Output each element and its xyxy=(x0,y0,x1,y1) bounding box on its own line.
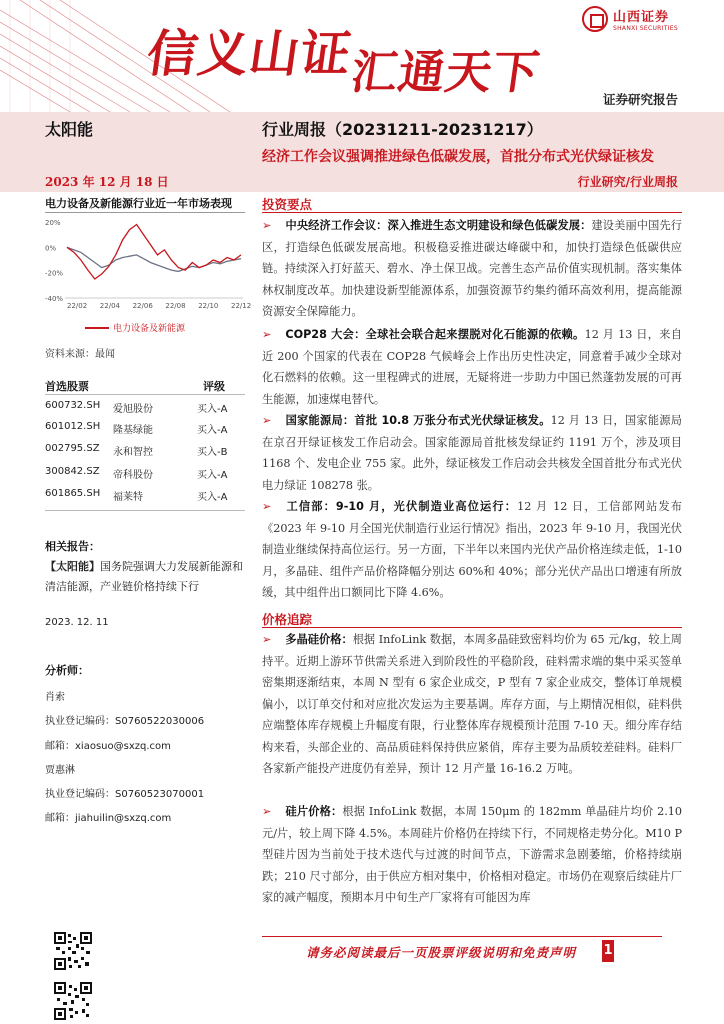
divider xyxy=(45,510,245,511)
logo-icon xyxy=(582,6,608,32)
chart-title: 电力设备及新能源行业近一年市场表现 xyxy=(45,197,232,210)
analyst-license: 执业登记编码：S0760523070001 xyxy=(45,789,205,800)
point-title: COP28 大会：全球社会联合起来摆脱对化石能源的依赖。 xyxy=(285,328,585,341)
legend-label: 电力设备及新能源 xyxy=(113,324,186,334)
stock-row xyxy=(45,421,245,437)
divider xyxy=(45,212,245,213)
stock-rating: 买入-A xyxy=(197,470,228,481)
point-wafer xyxy=(262,801,682,909)
point-title: 多晶硅价格： xyxy=(285,633,353,646)
stock-name: 福莱特 xyxy=(113,492,143,503)
slogan-part2: 汇通天下 xyxy=(347,45,544,99)
section-heading-investment: 投资要点 xyxy=(262,197,313,212)
point-polysilicon xyxy=(262,629,682,780)
divider xyxy=(45,394,245,395)
arrow-bullet-icon: ➢ xyxy=(262,219,272,232)
point-text: 12 月 13 日，来自近 200 个国家的代表在 COP28 气候峰会上作出历史性决定，同意着手减少全球对化石燃料的依赖。这一里程碑式的进展，无疑将进一步助力中国已然蓬勃发展的可再生能源，加速煤电替代。 xyxy=(262,328,682,406)
section-rule xyxy=(262,627,682,628)
analyst-license: 执业登记编码：S0760522030006 xyxy=(45,716,205,727)
footer-disclaimer[interactable]: 请务必阅读最后一页股票评级说明和免责声明 xyxy=(306,945,577,960)
stock-name: 爱旭股份 xyxy=(113,404,153,415)
point-text: 根据 InfoLink 数据，本周 150μm 的 182mm 单晶硅片均价 2.10 元/片，较上周下降 4.5%。本周硅片价格仍在持续下行，不同规格走势分化。M10 P 型硅片因为当前处于技术迭代与过渡的时间节点，下游需求急剧萎缩，价格持续崩跌；210 尺寸部分，由于供应方相对集中，价格相对稳定。市场仍在观察后续硅片厂家的减产幅度，预期本月中旬生产厂家将有可能因为库 xyxy=(262,805,682,904)
x-tick-label: 22/12 xyxy=(231,302,252,310)
header-banner xyxy=(0,0,724,112)
slogan-part1: 信义山证 xyxy=(143,24,356,83)
point-cop28 xyxy=(262,324,682,410)
qr-code-icon xyxy=(54,982,92,1020)
stock-code: 600732.SH xyxy=(45,400,101,411)
arrow-bullet-icon: ➢ xyxy=(262,500,272,513)
x-tick-label: 22/08 xyxy=(165,302,186,310)
footer-rule xyxy=(262,936,662,937)
series-line-main xyxy=(67,225,241,280)
sector-label: 太阳能 xyxy=(45,120,94,139)
x-tick-label: 22/10 xyxy=(198,302,219,310)
section-rule xyxy=(262,212,682,213)
stock-row xyxy=(45,400,245,416)
stock-row xyxy=(45,488,245,504)
stock-rating: 买入-B xyxy=(197,447,228,458)
analyst-heading: 分析师： xyxy=(45,664,89,677)
report-category: 行业研究/行业周报 xyxy=(577,175,678,189)
related-report-tag: 【太阳能】 xyxy=(45,560,100,573)
point-text: 根据 InfoLink 数据，本周多晶硅致密料均价为 65 元/kg，较上周持平。近期上游环节供需关系进入到阶段性的平稳阶段，硅料需求端的集中采买签单密集期逐渐结束，本周 N 型有 6 家企业成交，P 型有 7 家企业成交，整体订单规模偏小，以订单交付和对应批次发运为主要基调。库存方面，与上期情况相似，硅料供应端整体库存规模上升幅度有限，行业整体库存规模预计范围 7-10 天。细分库存结构来看，头部企业的、高品质硅料保持供应紧俏，库存主要为品质较差硅料。硅料厂各家新产能投产进度仍有差异，预计 12 月产量 16-16.2 万吨。 xyxy=(262,633,682,775)
stocks-header xyxy=(45,378,245,394)
related-report-date: 2023. 12. 11 xyxy=(45,617,109,628)
point-text: 建设美丽中国先行区，打造绿色低碳发展高地。积极稳妥推进碳达峰碳中和，加快打造绿色低碳供应链。持续深入打好蓝天、碧水、净土保卫战。完善生态产品价值实现机制。落实集体林权制度改革。加快建设新型能源体系，加强资源节约集约循环高效利用，提高能源资源安全保障能力。 xyxy=(262,219,682,318)
point-text: 12 月 12 日，工信部网站发布《2023 年 9-10 月全国光伏制造行业运行情况》指出，2023 年 9-10 月，我国光伏制造业继续保持高位运行。另一方面，下半年以来国内光伏产品价格连续走低，1-10 月，多晶硅、组件产品价格降幅分别达 60%和 40%；部分光伏产品出口增速有所放缓，其中组件出口额同比下降 4.6%。 xyxy=(262,500,682,599)
arrow-bullet-icon: ➢ xyxy=(262,414,272,427)
point-nea xyxy=(262,410,682,496)
analyst-name: 肖索 xyxy=(45,692,65,703)
stock-rating: 买入-A xyxy=(197,425,228,436)
stock-code: 002795.SZ xyxy=(45,443,100,454)
stock-name: 隆基绿能 xyxy=(113,425,153,436)
logo-en: SHANXI SECURITIES xyxy=(613,25,678,32)
headline: 经济工作会议强调推进绿色低碳发展，首批分布式光伏绿证核发 xyxy=(262,149,654,165)
y-tick-label: -40% xyxy=(45,295,64,303)
arrow-bullet-icon: ➢ xyxy=(262,328,272,341)
arrow-bullet-icon: ➢ xyxy=(262,633,272,646)
stock-row xyxy=(45,443,245,459)
x-tick-label: 22/04 xyxy=(99,302,120,310)
stock-rating: 买入-A xyxy=(197,404,228,415)
section-heading-price: 价格追踪 xyxy=(262,612,313,627)
stock-name: 永和智控 xyxy=(113,447,153,458)
point-economic-conference xyxy=(262,215,682,323)
y-tick-label: -20% xyxy=(45,269,64,278)
point-miit xyxy=(262,496,682,604)
qr-code-icon xyxy=(54,932,92,970)
point-title: 中央经济工作会议：深入推进生态文明建设和绿色低碳发展： xyxy=(285,219,592,232)
market-chart xyxy=(45,218,252,342)
x-tick-label: 22/02 xyxy=(67,302,88,310)
weekly-title: 行业周报（20231211-20231217） xyxy=(262,120,543,139)
y-tick-label: 0% xyxy=(45,244,57,253)
report-date: 2023 年 12 月 18 日 xyxy=(45,175,169,189)
stock-row xyxy=(45,466,245,482)
point-title: 硅片价格： xyxy=(285,805,343,818)
related-reports-heading: 相关报告： xyxy=(45,540,100,553)
analyst-email[interactable]: 邮箱：jiahuilin@sxzq.com xyxy=(45,813,172,824)
stock-code: 601012.SH xyxy=(45,421,101,432)
stock-code: 300842.SZ xyxy=(45,466,100,477)
related-report[interactable] xyxy=(45,557,245,597)
analyst-email[interactable]: 邮箱：xiaosuo@sxzq.com xyxy=(45,741,171,752)
stock-rating: 买入-A xyxy=(197,492,228,503)
point-text: 12 月 13 日，国家能源局在京召开绿证核发工作启动会。国家能源局首批核发绿证约 1191 万个，涉及项目 1168 个、发电企业 755 家。此外，绿证核发工作启动会共核发全国首批分布式光伏电力绿证 108278 张。 xyxy=(262,414,682,492)
stock-name: 帝科股份 xyxy=(113,470,153,481)
source-note: 资料来源：最闻 xyxy=(45,349,115,360)
stock-code: 601865.SH xyxy=(45,488,101,499)
point-title: 国家能源局：首批 10.8 万张分布式光伏绿证核发。 xyxy=(285,414,551,427)
report-type: 证券研究报告 xyxy=(602,92,678,107)
related-report-title: 国务院强调大力发展新能源和清洁能源，产业链价格持续下行 xyxy=(45,560,243,593)
stocks-header-stock: 首选股票 xyxy=(45,380,89,393)
analyst-name: 贾惠淋 xyxy=(45,765,75,776)
y-tick-label: 20% xyxy=(45,219,61,227)
page-number: 1 xyxy=(602,940,614,962)
logo-cn: 山西证券 xyxy=(613,10,670,25)
stocks-header-rating: 评级 xyxy=(203,380,225,393)
arrow-bullet-icon: ➢ xyxy=(262,805,272,818)
x-tick-label: 22/06 xyxy=(132,302,153,310)
point-title: 工信部：9-10 月，光伏制造业高位运行： xyxy=(285,500,518,513)
company-logo xyxy=(582,6,678,32)
